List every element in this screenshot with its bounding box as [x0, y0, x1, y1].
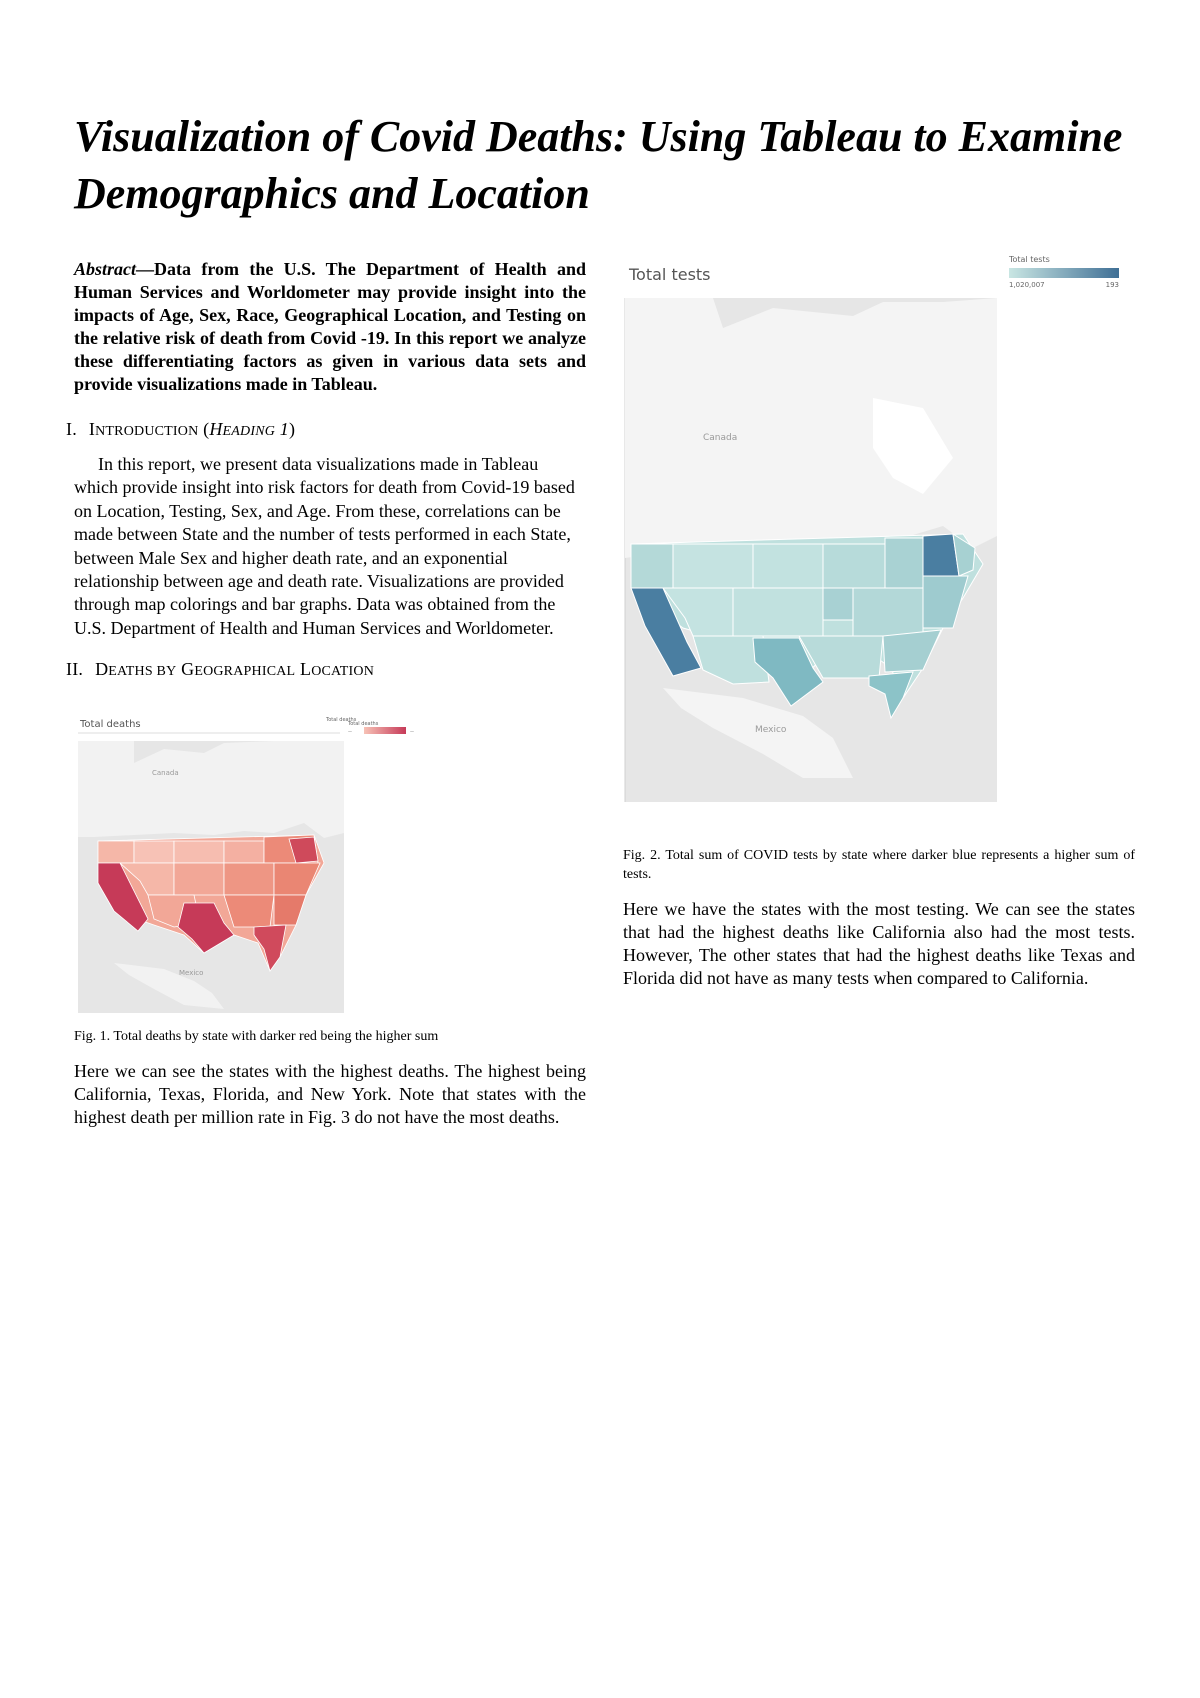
canada-region [625, 298, 997, 558]
figure-2-caption: Fig. 2. Total sum of COVID tests by state where darker blue represents a higher sum of tests. [623, 848, 1135, 882]
state-fill [134, 841, 174, 863]
figure-1-text: Here we can see the states with the highest deaths. The highest being California, Texas, Florida, and New York. Note that states with the highest death per million rate in Fig. 3 do not have the most deaths. [74, 1061, 586, 1128]
fig2-legend [1007, 250, 1127, 290]
total-tests-map [623, 258, 1093, 802]
fig1-legend [346, 719, 436, 739]
legend-max: — [410, 729, 414, 735]
section-number: I. [66, 419, 77, 439]
abstract [74, 258, 586, 396]
label-canada: Canada [703, 433, 738, 443]
section-heading-introduction [66, 418, 586, 443]
state-fill [631, 544, 673, 588]
right-column [623, 255, 1135, 990]
abstract-text: Data from the U.S. The Department of Health and Human Services and Worldometer may provide insight into the impacts of Age, Sex, Race, Geographical Location, and Testing on the relative risk of death from Covid -19. In this report we analyze these differentiating factors as given in various data sets and provide visualizations made in Tableau. [74, 259, 586, 394]
total-deaths-map [74, 713, 357, 1013]
heading-rest: EADING [222, 424, 276, 439]
left-column [66, 258, 586, 1129]
legend-title: Total deaths [326, 717, 357, 724]
label-mexico: Mexico [755, 725, 787, 735]
legend-gradient [364, 727, 406, 734]
heading-rest: EOGRAPHICAL [194, 664, 296, 680]
state-fill [224, 863, 274, 895]
map-title: Total tests [629, 265, 711, 284]
heading-paren: ( [198, 419, 210, 439]
legend-title: Total deaths [348, 721, 379, 728]
state-fill [853, 588, 923, 636]
legend-title: Total tests [1009, 255, 1050, 264]
state-fill [174, 863, 224, 895]
heading-letter: I [88, 419, 96, 439]
heading-letter: D [95, 659, 109, 680]
heading-num: 1 [275, 419, 289, 439]
paper-title: Visualization of Covid Deaths: Using Tableau to Examine Demographics and Location [74, 112, 1123, 218]
section-heading-deaths-by-location [66, 658, 586, 683]
state-fill [673, 544, 753, 588]
heading-rest: NTRODUCTION [95, 424, 199, 439]
state-fill [823, 544, 885, 588]
legend-gradient [1009, 268, 1119, 278]
state-fill [224, 841, 264, 863]
figure-1-caption: Fig. 1. Total deaths by state with darker red being the higher sum [74, 1029, 439, 1045]
figure-2 [623, 255, 1119, 802]
figure-2-text: Here we have the states with the most testing. We can see the states that had the highest deaths like California also had the most tests. However, The other states that had the highest deaths like Texas and Florida did not have as many tests when compared to California. [623, 899, 1135, 988]
heading-letter: G [181, 659, 195, 680]
section-number: II. [66, 659, 84, 680]
legend-min: — [348, 729, 352, 735]
introduction-body: In this report, we present data visualizations made in Tableau which provide insight into risk factors for death from Covid-19 based on Location, Testing, Sex, and Age. From these, correlations can be made between State and the number of tests performed in each State, between Male Sex and higher death rate, and an exponential relationship between age and death rate. Visualizations are provided through map colorings and bar graphs. Data was obtained from the U.S. Department of Health and Human Services and Worldometer. [74, 454, 575, 638]
state-fill [174, 841, 224, 863]
state-fill [98, 841, 134, 863]
label-mexico: Mexico [179, 969, 204, 978]
abstract-dash: — [136, 259, 155, 279]
heading-rest: OCATION [311, 664, 375, 680]
state-fill [753, 544, 823, 588]
heading-paren: ) [288, 419, 296, 439]
legend-min: 1,020,007 [1009, 281, 1045, 289]
legend-max: 193 [1105, 281, 1119, 289]
heading-letter: L [300, 659, 312, 680]
state-fill [733, 588, 823, 636]
state-fill [885, 538, 923, 588]
heading-letter: H [209, 419, 223, 439]
label-canada: Canada [152, 769, 179, 778]
heading-rest: EATHS BY [108, 664, 177, 680]
map-title: Total deaths [80, 719, 141, 731]
state-fill [823, 588, 853, 620]
abstract-lead: Abstract [74, 259, 137, 279]
figure-1 [74, 713, 414, 1013]
